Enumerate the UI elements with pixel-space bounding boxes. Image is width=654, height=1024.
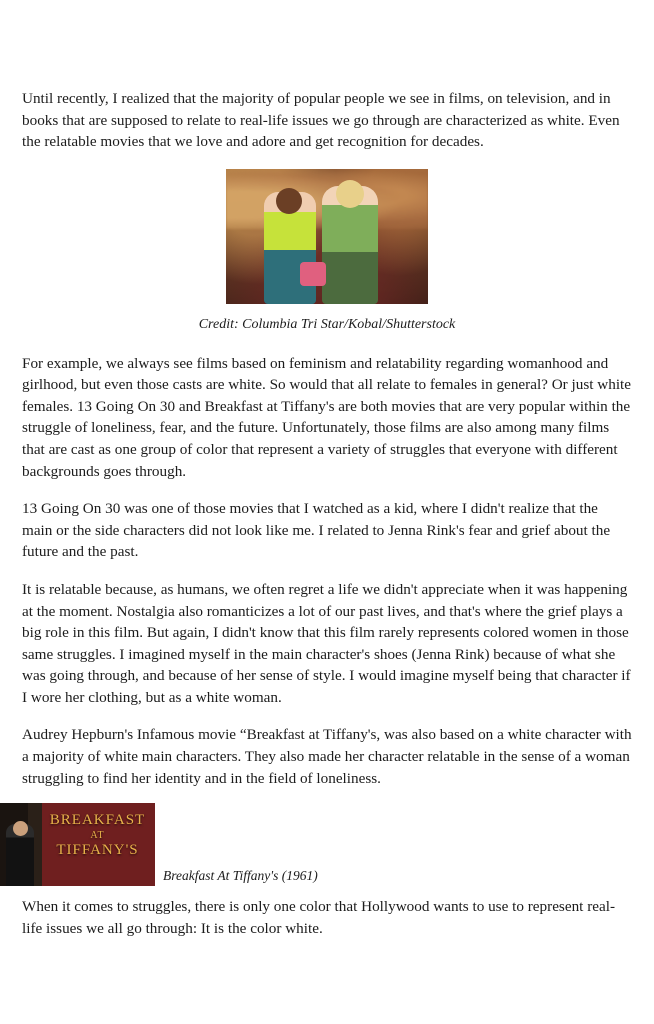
- image-figure-left: [264, 192, 316, 304]
- figure-film-still: [22, 169, 632, 309]
- paragraph: Until recently, I realized that the majority of popular people we see in films, on television, and in books that are supposed to relate to real-life issues we go through are characterized as white. Even the relatable movies that we love and adore and get recognition for decades.: [22, 90, 620, 151]
- breakfast-at-tiffanys-image: [0, 803, 155, 886]
- image-marquee-text: [46, 813, 149, 858]
- image-handbag: [300, 262, 326, 286]
- figure-breakfast-at-tiffanys: [0, 803, 632, 886]
- marquee-line-2: AT: [90, 829, 105, 841]
- paragraph: For example, we always see films based on feminism and relatability regarding womanhood and girlhood, but even those casts are white. So would that all relate to females in general? Or just white females. 13 Going On 30 and Breakfast at Tiffany's are both movies that are very popular within the struggle of loneliness, fear, and the future. Unfortunately, those films are also among many films that are cast as one group of color that represent a variety of struggles that everyone with different backgrounds goes through.: [22, 354, 632, 480]
- paragraph: When it comes to struggles, there is only one color that Hollywood wants to use to represent real-life issues we all go through: It is the color white.: [22, 898, 616, 937]
- figure-caption-breakfast: Breakfast At Tiffany's (1961): [163, 868, 318, 884]
- image-person-silhouette: [6, 824, 34, 886]
- paragraph: 13 Going On 30 was one of those movies that I watched as a kid, where I didn't realize that the main or the side characters did not look like me. I related to Jenna Rink's fear and grief about the future and the past.: [22, 500, 611, 561]
- paragraph: Audrey Hepburn's Infamous movie “Breakfast at Tiffany's, was also based on a white character with a majority of white main characters. They also made her character relatable in the sense of a woman struggling to find her identity and in the field of loneliness.: [22, 726, 632, 787]
- film-still-image: [226, 169, 428, 304]
- marquee-line-1: BREAKFAST: [49, 812, 146, 829]
- marquee-line-3: TIFFANY'S: [56, 841, 139, 858]
- image-figure-right: [322, 186, 378, 304]
- figure-caption-credit: Credit: Columbia Tri Star/Kobal/Shutterstock: [198, 316, 456, 332]
- paragraph: It is relatable because, as humans, we often regret a life we didn't appreciate when it was happening at the moment. Nostalgia also romanticizes a lot of our past lives, and that's where the grief plays a big role in this film. But again, I didn't know that this film rarely represents colored women in those same struggles. I imagined myself in the main character's shoes (Jenna Rink) because of what she was going through, and because of her sense of style. I would imagine myself being that character if I wore her clothing, but as a white woman.: [22, 580, 631, 706]
